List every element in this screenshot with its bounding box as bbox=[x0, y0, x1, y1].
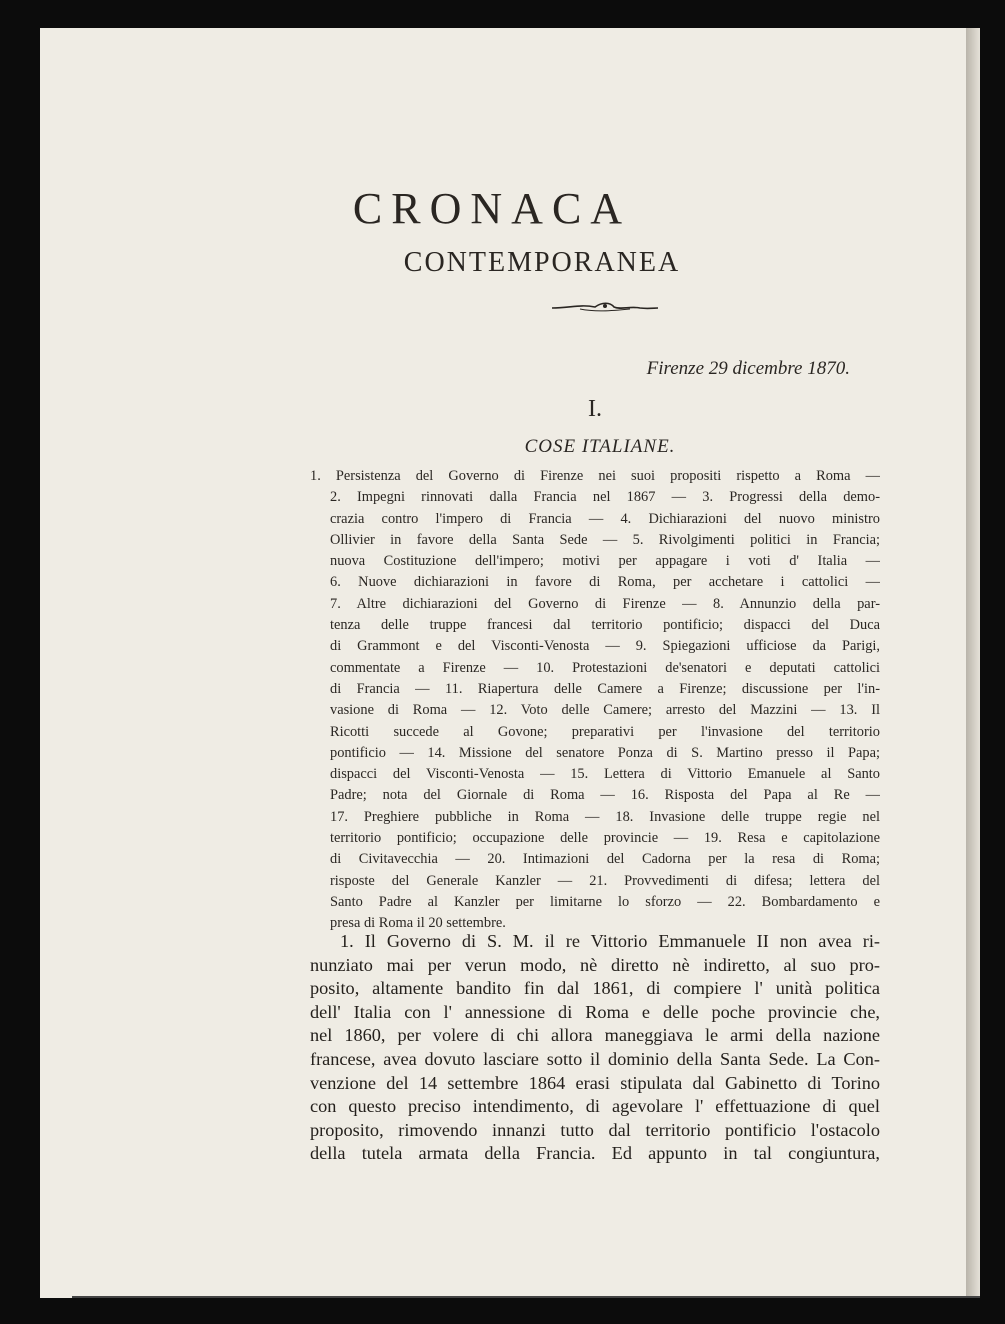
page-title: CRONACA bbox=[352, 184, 632, 233]
summary-line: dispacci del Visconti-Venosta — 15. Lettera di Vittorio Emanuele al Santo bbox=[330, 766, 880, 783]
ornament-flourish-icon bbox=[550, 300, 660, 314]
summary-line: risposte del Generale Kanzler — 21. Provvedimenti di difesa; lettera del bbox=[330, 872, 880, 889]
body-line: 1. Il Governo di S. M. il re Vittorio Emmanuele II non avea ri- bbox=[340, 931, 880, 951]
summary-line: di Civitavecchia — 20. Intimazioni del Cadorna per la resa di Roma; bbox=[330, 851, 880, 868]
section-title: COSE ITALIANE. bbox=[524, 436, 676, 457]
summary-line: tenza delle truppe francesi dal territorio pontificio; dispacci del Duca bbox=[330, 617, 880, 634]
summary-line: 1. Persistenza del Governo di Firenze nei suoi propositi rispetto a Roma — bbox=[310, 468, 880, 484]
body-line: nunziato mai per verun modo, nè diretto nè indiretto, al suo pro- bbox=[310, 954, 880, 975]
summary-line: vasione di Roma — 12. Voto delle Camere; arresto del Mazzini — 13. Il bbox=[330, 702, 880, 719]
summary-line: territorio pontificio; occupazione delle provincie — 19. Resa e capitolazione bbox=[330, 830, 880, 847]
summary-line: 17. Preghiere pubbliche in Roma — 18. Invasione delle truppe regie nel bbox=[330, 808, 880, 825]
summary-line: commentate a Firenze — 10. Protestazioni de'senatori e deputati cattolici bbox=[330, 659, 880, 676]
body-line: dell' Italia con l' annessione di Roma e delle poche provincie che, bbox=[310, 1001, 880, 1022]
summary-line: nuova Costituzione dell'impero; motivi per appagare i voti d' Italia — bbox=[330, 553, 880, 570]
dateline: Firenze 29 dicembre 1870. bbox=[646, 358, 850, 379]
body-paragraph bbox=[310, 930, 880, 1166]
summary-line: di Francia — 11. Riapertura delle Camere a Firenze; discussione per l'in- bbox=[330, 680, 880, 697]
body-line: proposito, rimovendo innanzi tutto dal territorio pontificio l'ostacolo bbox=[310, 1119, 880, 1140]
body-line: della tutela armata della Francia. Ed appunto in tal congiuntura, bbox=[310, 1143, 880, 1164]
summary-line: Ricotti succede al Govone; preparativi per l'invasione del territorio bbox=[330, 723, 880, 740]
summary-line: 7. Altre dichiarazioni del Governo di Firenze — 8. Annunzio della par- bbox=[330, 595, 880, 612]
summary-line: pontificio — 14. Missione del senatore Ponza di S. Martino presso il Papa; bbox=[330, 744, 880, 761]
page-fold bbox=[966, 28, 980, 1298]
summary-line: di Grammont e del Visconti-Venosta — 9. Spiegazioni ufficiose da Parigi, bbox=[330, 638, 880, 655]
chapter-summary bbox=[310, 466, 880, 935]
body-line: nel 1860, per volere di chi allora maneggiava le armi della nazione bbox=[310, 1025, 880, 1046]
bottom-rule bbox=[72, 1296, 980, 1298]
summary-line: Santo Padre al Kanzler per limitarne lo sforzo — 22. Bombardamento e bbox=[330, 893, 880, 910]
summary-line: Padre; nota del Giornale di Roma — 16. Risposta del Papa al Re — bbox=[330, 787, 880, 804]
body-line: francese, avea dovuto lasciare sotto il dominio della Santa Sede. La Con- bbox=[310, 1048, 880, 1069]
page-subtitle: CONTEMPORANEA bbox=[403, 247, 681, 278]
summary-line: 2. Impegni rinnovati dalla Francia nel 1867 — 3. Progressi della demo- bbox=[330, 489, 880, 506]
summary-line: 6. Nuove dichiarazioni in favore di Roma, per acchetare i cattolici — bbox=[330, 574, 880, 591]
section-number: I. bbox=[588, 396, 602, 422]
body-line: posito, altamente bandito fin dal 1861, di compiere l' unità politica bbox=[310, 978, 880, 999]
summary-line: crazia contro l'impero di Francia — 4. Dichiarazioni del nuovo ministro bbox=[330, 510, 880, 527]
body-line: con questo preciso intendimento, di agevolare l' effettuazione di quel bbox=[310, 1096, 880, 1117]
summary-line: presa di Roma il 20 settembre. bbox=[330, 915, 506, 932]
body-line: venzione del 14 settembre 1864 erasi stipulata dal Gabinetto di Torino bbox=[310, 1072, 880, 1093]
summary-line: Ollivier in favore della Santa Sede — 5. Rivolgimenti politici in Francia; bbox=[330, 531, 880, 548]
